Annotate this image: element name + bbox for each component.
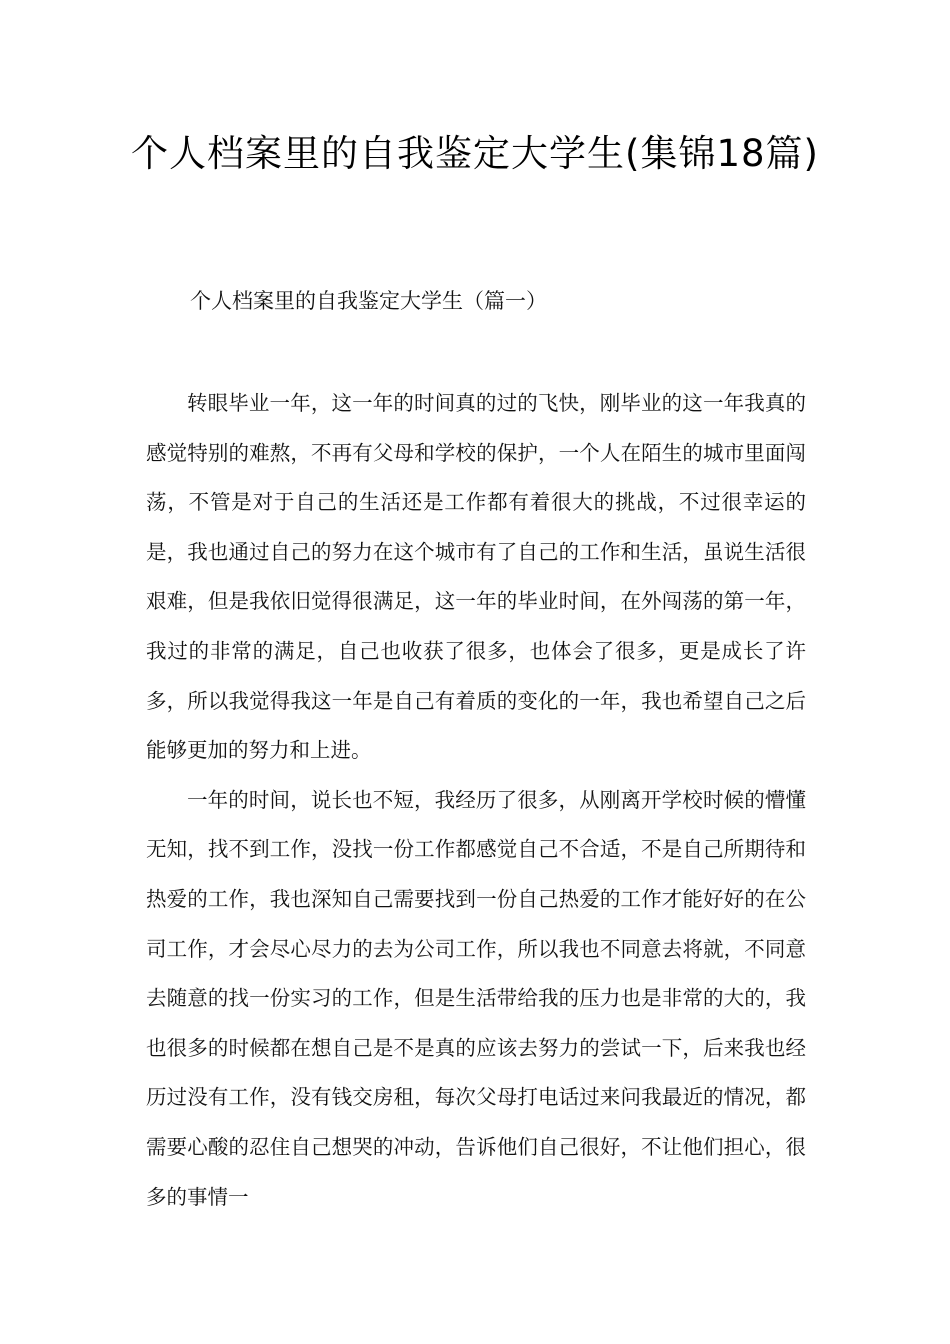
section-heading: 个人档案里的自我鉴定大学生（篇一）	[190, 289, 547, 313]
document-body	[146, 379, 806, 1222]
body-paragraph: 一年的时间，说长也不短，我经历了很多，从刚离开学校时候的懵懂无知，找不到工作，没找一份工作都感觉自己不合适，不是自己所期待和热爱的工作，我也深知自己需要找到一份自己热爱的工作才能好好的在公司工作，才会尽心尽力的去为公司工作，所以我也不同意去将就，不同意去随意的找一份实习的工作，但是生活带给我的压力也是非常的大的，我也很多的时候都在想自己是不是真的应该去努力的尝试一下，后来我也经历过没有工作，没有钱交房租，每次父母打电话过来问我最近的情况，都需要心酸的忍住自己想哭的冲动，告诉他们自己很好，不让他们担心，很多的事情一	[146, 787, 806, 1209]
body-paragraph: 转眼毕业一年，这一年的时间真的过的飞快，刚毕业的这一年我真的感觉特别的难熬，不再有父母和学校的保护，一个人在陌生的城市里面闯荡，不管是对于自己的生活还是工作都有着很大的挑战，不过很幸运的是，我也通过自己的努力在这个城市有了自己的工作和生活，虽说生活很艰难，但是我依旧觉得很满足，这一年的毕业时间，在外闯荡的第一年，我过的非常的满足，自己也收获了很多，也体会了很多，更是成长了许多，所以我觉得我这一年是自己有着质的变化的一年，我也希望自己之后能够更加的努力和上进。	[146, 391, 806, 763]
document-title: 个人档案里的自我鉴定大学生(集锦18篇)	[131, 132, 819, 175]
